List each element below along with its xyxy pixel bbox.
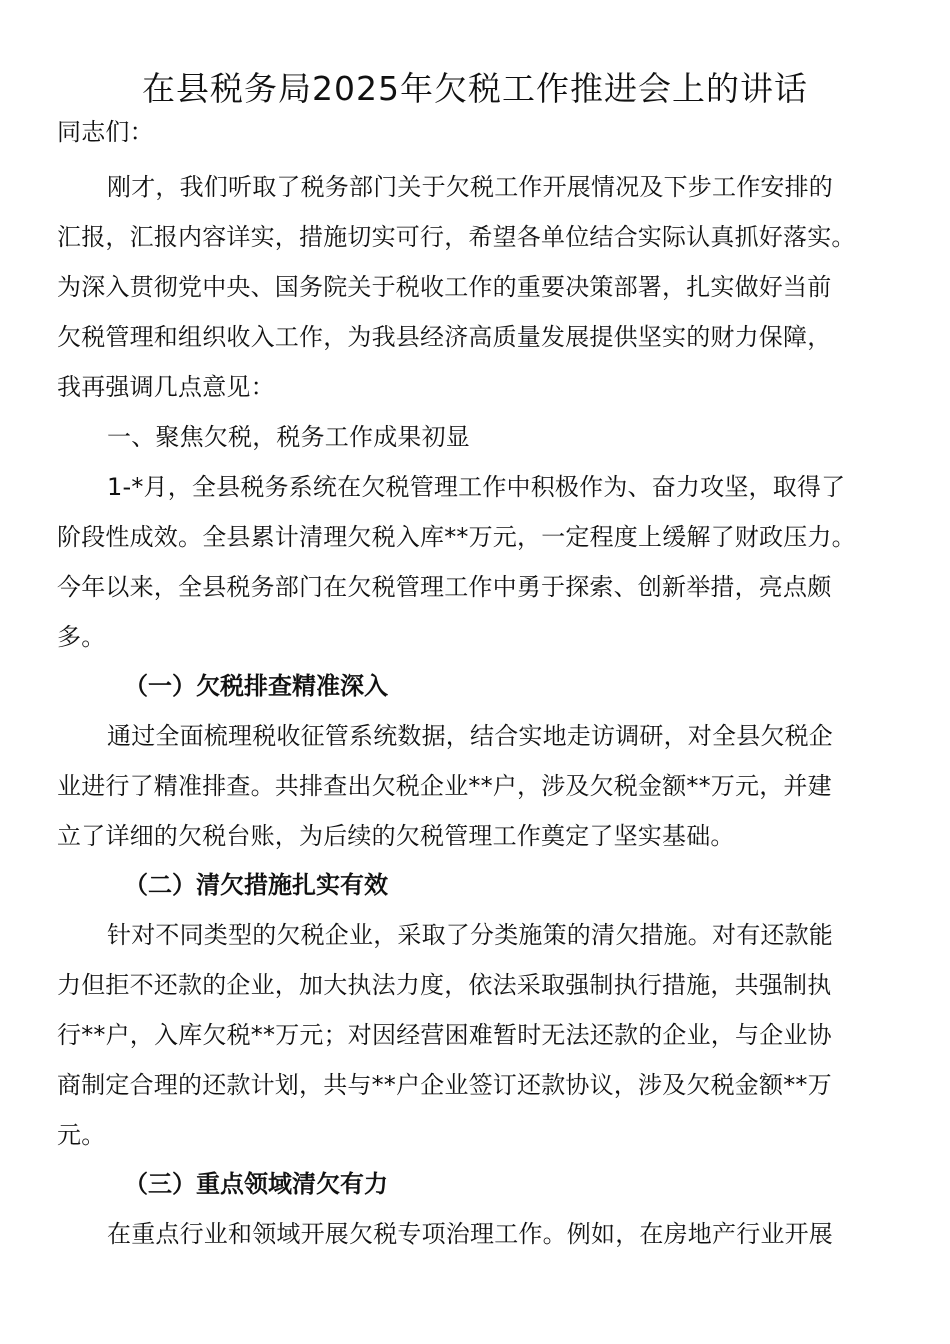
subsection-1-heading: （一）欠税排查精准深入 [124,672,388,700]
section-1-heading: 一、聚焦欠税，税务工作成果初显 [107,423,470,451]
document-title: 在县税务局2025年欠税工作推进会上的讲话 [142,69,808,108]
subsection-2-line-5: 元。 [57,1121,106,1149]
intro-line-4: 欠税管理和组织收入工作，为我县经济高质量发展提供坚实的财力保障， [57,323,832,351]
subsection-2-line-3: 行**户，入库欠税**万元；对因经营困难暂时无法还款的企业，与企业协 [57,1021,832,1049]
subsection-3-line-1: 在重点行业和领域开展欠税专项治理工作。例如，在房地产行业开展 [107,1220,833,1248]
section-1-line-1: 1-*月，全县税务系统在欠税管理工作中积极作为、奋力攻坚，取得了 [107,473,846,501]
subsection-3-heading: （三）重点领域清欠有力 [124,1170,388,1198]
subsection-1-line-1: 通过全面梳理税收征管系统数据，结合实地走访调研，对全县欠税企 [107,722,833,750]
greeting: 同志们： [57,118,154,146]
section-1-line-4: 多。 [57,623,106,651]
intro-line-3: 为深入贯彻党中央、国务院关于税收工作的重要决策部署，扎实做好当前 [57,273,832,301]
intro-line-1: 刚才，我们听取了税务部门关于欠税工作开展情况及下步工作安排的 [107,173,833,201]
section-1-line-3: 今年以来，全县税务部门在欠税管理工作中勇于探索、创新举措，亮点颇 [57,573,832,601]
subsection-2-line-4: 商制定合理的还款计划，共与**户企业签订还款协议，涉及欠税金额**万 [57,1071,832,1099]
subsection-2-line-1: 针对不同类型的欠税企业，采取了分类施策的清欠措施。对有还款能 [107,921,833,949]
intro-line-5: 我再强调几点意见： [57,373,275,401]
intro-line-2: 汇报，汇报内容详实，措施切实可行，希望各单位结合实际认真抓好落实。 [57,223,856,251]
section-1-line-2: 阶段性成效。全县累计清理欠税入库**万元，一定程度上缓解了财政压力。 [57,523,856,551]
subsection-1-line-3: 立了详细的欠税台账，为后续的欠税管理工作奠定了坚实基础。 [57,822,735,850]
subsection-2-line-2: 力但拒不还款的企业，加大执法力度，依法采取强制执行措施，共强制执 [57,971,832,999]
subsection-1-line-2: 业进行了精准排查。共排查出欠税企业**户，涉及欠税金额**万元，并建 [57,772,832,800]
subsection-2-heading: （二）清欠措施扎实有效 [124,871,388,899]
